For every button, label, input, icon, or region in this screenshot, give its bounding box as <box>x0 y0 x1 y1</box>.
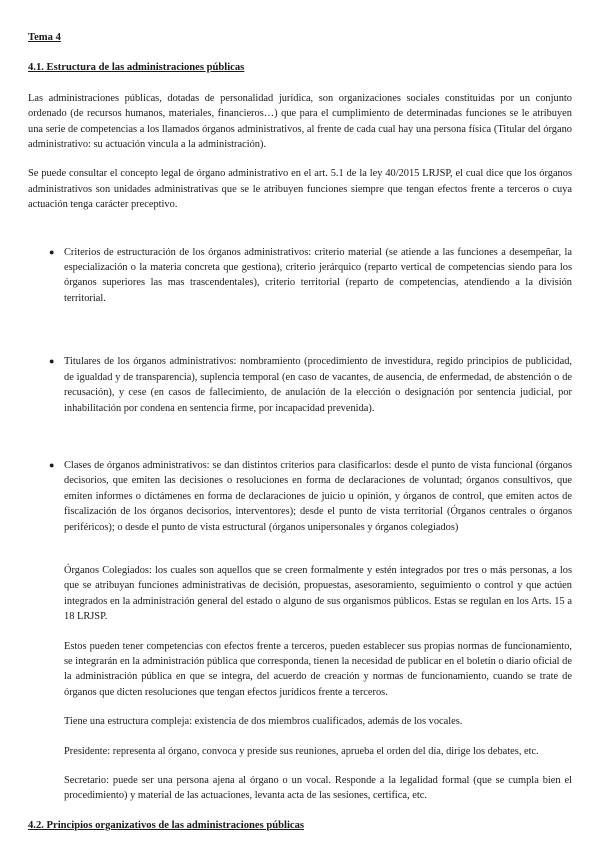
document-title: Tema 4 <box>28 32 61 43</box>
colegiados-estructura: Tiene una estructura compleja: existencia de dos miembros cualificados, además de los vocales. <box>64 716 463 728</box>
colegiados-block <box>28 563 572 804</box>
bullet-item-criterios <box>28 245 572 307</box>
colegiados-presidente: Presidente: representa al órgano, convoca y preside sus reuniones, aprueba el orden del día, dirige los debates, etc. <box>64 745 539 757</box>
colegiados-definition: Órganos Colegiados: los cuales son aquellos que se creen formalmente y estén integrados por tres o más personas, a los que se atribuyan funciones administrativas de decisión, propuestas, asesoramiento, seguimiento o control y que actúen integrados en la administración general del estado o alguno de sus organismos públicos. Estas se regulan en los Arts. 15 a 18 LRJSP. <box>64 564 572 623</box>
bullet-dot-icon: ● <box>49 246 55 257</box>
section-heading-4-1: 4.1. Estructura de las administraciones públicas <box>28 62 245 74</box>
section-heading-4-2: 4.2. Principios organizativos de las administraciones públicas <box>28 819 305 831</box>
bullet-item-clases <box>28 458 572 535</box>
bullet-dot-icon: ● <box>49 459 55 470</box>
intro-paragraph: Las administraciones públicas, dotadas de personalidad jurídica, son organizaciones sociales constituidas por un conjunto ordenado (de recursos humanos, materiales, financieros…) que para el cumplimiento de determinadas funciones se le atribuyen una serie de competencias a los llamados órganos administrativos, al frente de cada cual hay una persona física (Titular del órgano administrativo: su actuación vincula a la administración). <box>28 92 572 151</box>
legal-paragraph: Se puede consultar el concepto legal de órgano administrativo en el art. 5.1 de la ley 40/2015 LRJSP, el cual dice que los órganos administrativos son unidades administrativas que se le atribuyen funciones siempre que tengan efectos frente a terceros o cuya actuación tenga carácter preceptivo. <box>28 168 572 211</box>
bullet-dot-icon: ● <box>49 356 55 367</box>
bullet-text: Titulares de los órganos administrativos: nombramiento (procedimiento de investidura, regido principios de publicidad, de igualdad y de transparencia), suplencia temporal (en caso de vacantes, de ausencia, de enfermedad, de abstención o de recusación), y cese (en casos de fallecimiento, de anulación de la elección o designación por sentencia judicial, por inhabilitación por condena en sentencia firme, por incapacidad prevenida). <box>64 356 572 414</box>
bullet-list <box>28 245 572 535</box>
bullet-item-titulares <box>28 354 572 416</box>
colegiados-competencias: Estos pueden tener competencias con efectos frente a terceros, pueden establecer sus propias normas de funcionamiento, se integrarán en la administración pública que corresponda, tienen la necesidad de publicar en el boletín o diario oficial de la administración pública en que se integra, del acuerdo de creación y normas de funcionamiento, cuando se trate de órganos que dicten resoluciones que tengan efectos jurídicos frente a terceros. <box>64 640 572 698</box>
bullet-text: Clases de órganos administrativos: se dan distintos criterios para clasificarlos: desde el punto de vista funcional (órganos decisorios, que emiten las decisiones o resoluciones en forma de declaraciones de voluntad; órganos consultivos, que emiten informes o dictámenes en forma de declaraciones de juicio u opinión, y órganos de control, que emiten actos de fiscalización de los órganos decisorios, interventores); desde el punto de vista territorial (Órganos centrales o órganos periféricos); o desde el punto de vista estructural (órganos unipersonales y órganos colegiados) <box>64 459 572 533</box>
colegiados-secretario: Secretario: puede ser una persona ajena al órgano o un vocal. Responde a la legalidad formal (que se cumpla bien el procedimiento) y material de las actuaciones, levanta acta de las sesiones, certifica, etc. <box>64 775 572 802</box>
bullet-text: Criterios de estructuración de los órganos administrativos: criterio material (se atiende a las funciones a desempeñar, la especialización o la materia concreta que gestiona), criterio jerárquico (reparto vertical de competencias siendo para los órganos superiores las mas trascendentales), criterio territorial (reparto de competencias, atendiendo a la división territorial. <box>64 246 572 304</box>
